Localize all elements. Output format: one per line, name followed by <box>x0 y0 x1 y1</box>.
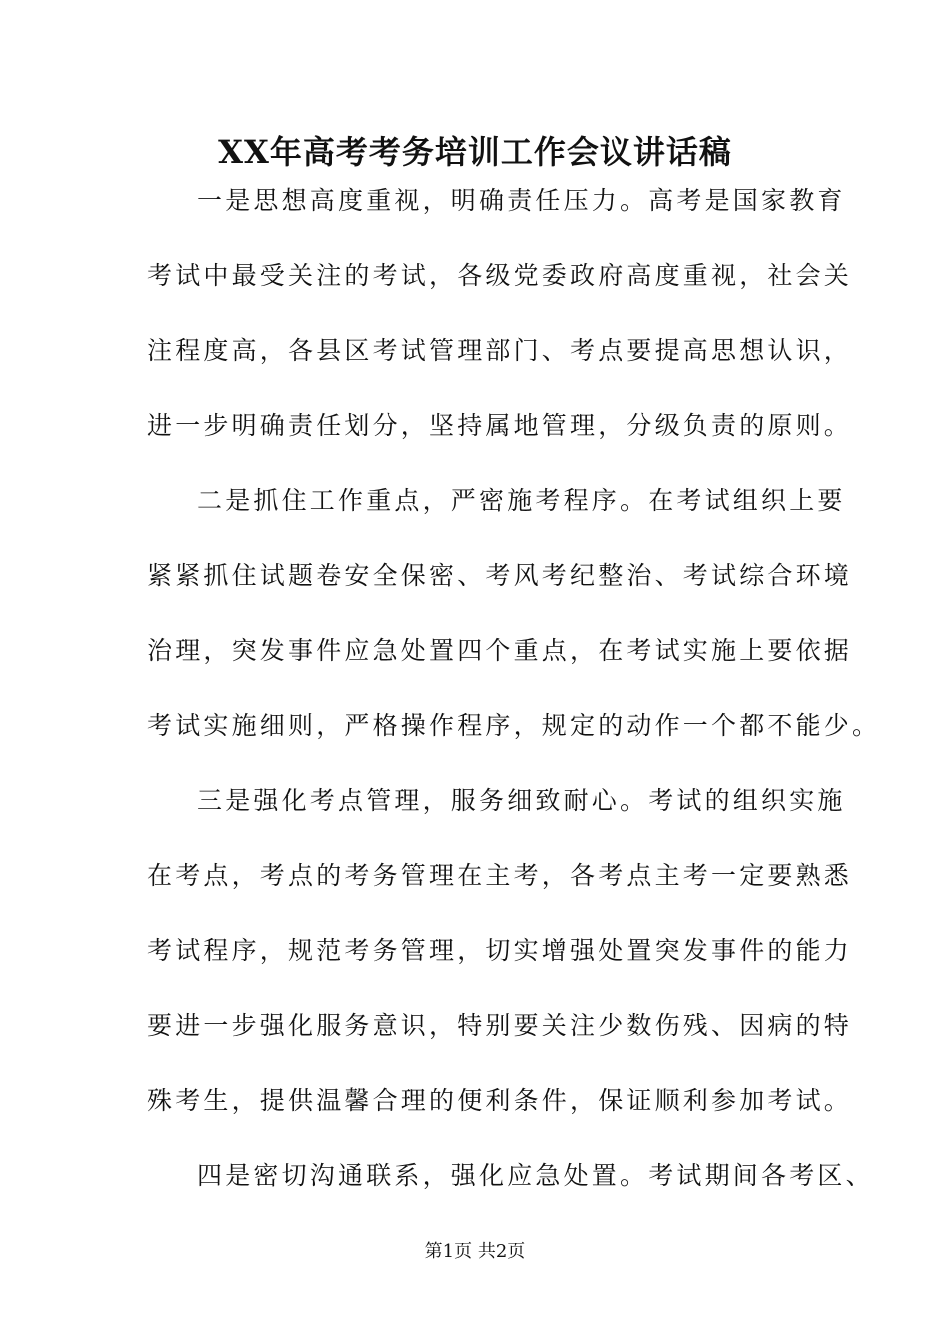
paragraph-3-line-1: 三是强化考点管理，服务细致耐心。考试的组织实施 <box>197 786 846 815</box>
paragraph-1-line-2: 考试中最受关注的考试，各级党委政府高度重视，社会关 <box>147 261 853 290</box>
document-body <box>147 176 881 1226</box>
paragraph-4-line-1: 四是密切沟通联系，强化应急处置。考试期间各考区、 <box>197 1161 874 1190</box>
paragraph-3-line-5: 殊考生，提供温馨合理的便利条件，保证顺利参加考试。 <box>147 1086 853 1115</box>
paragraph-2-line-3: 治理，突发事件应急处置四个重点，在考试实施上要依据 <box>147 636 853 665</box>
paragraph-1-line-3: 注程度高，各县区考试管理部门、考点要提高思想认识， <box>147 336 853 365</box>
paragraph-2-line-1: 二是抓住工作重点，严密施考程序。在考试组织上要 <box>197 486 846 515</box>
paragraph-2-line-2: 紧紧抓住试题卷安全保密、考风考纪整治、考试综合环境 <box>147 561 853 590</box>
paragraph-3-line-4: 要进一步强化服务意识，特别要关注少数伤残、因病的特 <box>147 1011 853 1040</box>
document-title: XX年高考考务培训工作会议讲话稿 <box>218 133 732 171</box>
page-number-footer: 第1页 共2页 <box>424 1241 526 1262</box>
paragraph-3-line-3: 考试程序，规范考务管理，切实增强处置突发事件的能力 <box>147 936 853 965</box>
paragraph-3-line-2: 在考点，考点的考务管理在主考，各考点主考一定要熟悉 <box>147 861 853 890</box>
paragraph-2-line-4: 考试实施细则，严格操作程序，规定的动作一个都不能少。 <box>147 711 881 740</box>
paragraph-1-line-4: 进一步明确责任划分，坚持属地管理，分级负责的原则。 <box>147 411 853 440</box>
paragraph-1-line-1: 一是思想高度重视，明确责任压力。高考是国家教育 <box>197 186 846 215</box>
